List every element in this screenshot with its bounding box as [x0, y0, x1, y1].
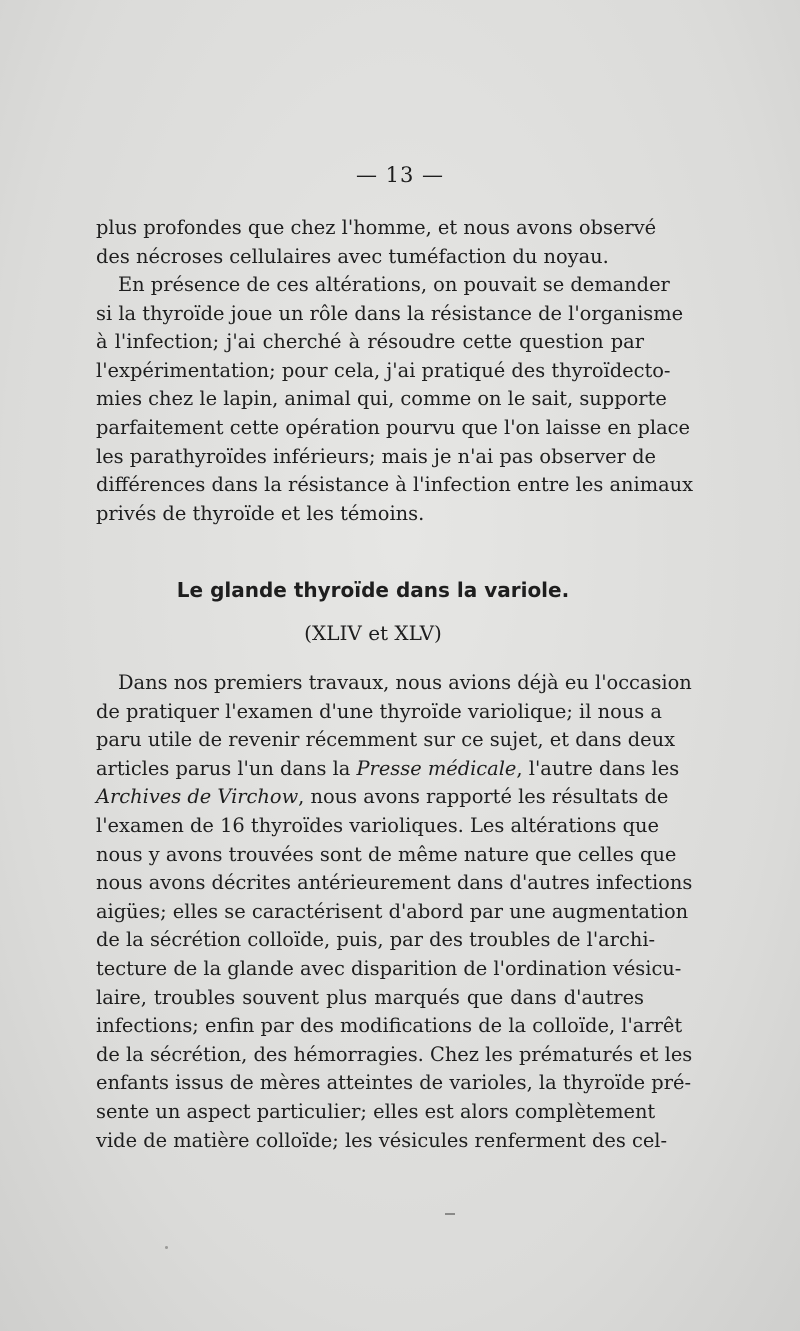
text-line: de la sécrétion colloïde, puis, par des troubles de l'archi-	[96, 928, 656, 952]
text-line: de la sécrétion, des hémorragies. Chez les prématurés et les	[96, 1042, 693, 1066]
text-line: privés de thyroïde et les témoins.	[96, 501, 425, 525]
text-line: Dans nos premiers travaux, nous avions déjà eu l'occasion	[118, 671, 692, 694]
text-line: les parathyroïdes inférieurs; mais je n'ai pas observer de	[96, 444, 656, 468]
text-line-with-italic	[96, 783, 669, 812]
text-line: différences dans la résistance à l'infection entre les animaux	[96, 473, 694, 497]
paragraph-variola	[96, 669, 693, 1155]
text-line: parfaitement cette opération pourvu que l'on laisse en place	[96, 415, 691, 439]
text-line: de pratiquer l'examen d'une thyroïde variolique; il nous a	[96, 699, 662, 723]
text-line: si la thyroïde joue un rôle dans la résistance de l'organisme	[96, 301, 684, 325]
text-line: nous y avons trouvées sont de même nature que celles que	[96, 842, 677, 866]
text-line: plus profondes que chez l'homme, et nous avons observé	[96, 216, 657, 239]
page-number: — 13 —	[355, 163, 445, 187]
text-line: infections; enfin par des modifications de la colloïde, l'arrêt	[96, 1014, 683, 1038]
text-fragment: , nous avons rapporté les résultats de	[298, 785, 669, 809]
paragraph-continuation	[96, 214, 657, 271]
text-line: paru utile de revenir récemment sur ce sujet, et dans deux	[96, 728, 676, 752]
text-line: des nécroses cellulaires avec tuméfaction du noyau.	[96, 244, 609, 268]
paragraph-infection-experiment	[96, 271, 694, 528]
text-line: enfants issus de mères atteintes de varioles, la thyroïde pré-	[96, 1071, 692, 1095]
text-line: l'examen de 16 thyroïdes varioliques. Les altérations que	[96, 813, 659, 837]
text-line-with-italic	[96, 755, 680, 784]
text-line: mies chez le lapin, animal qui, comme on le sait, supporte	[96, 387, 667, 411]
text-line: laire, troubles souvent plus marqués que dans d'autres	[96, 985, 644, 1009]
paper-speck	[165, 1246, 168, 1249]
journal-title-archives-virchow: Archives de Virchow	[96, 785, 299, 809]
text-line: l'expérimentation; pour cela, j'ai pratiqué des thyroïdecto-	[96, 358, 671, 382]
section-reference: (XLIV et XLV)	[304, 621, 442, 645]
section-title: Le glande thyroïde dans la variole.	[176, 578, 570, 602]
journal-title-presse-medicale: Presse médicale	[356, 756, 517, 780]
paper-speck	[445, 1213, 455, 1215]
text-line: à l'infection; j'ai cherché à résoudre cette question par	[96, 330, 644, 354]
text-fragment: , l'autre dans les	[516, 756, 680, 780]
text-line: sente un aspect particulier; elles est alors complètement	[96, 1099, 656, 1123]
text-fragment: articles parus l'un dans la	[96, 756, 357, 780]
text-line: aigües; elles se caractérisent d'abord par une augmentation	[96, 899, 689, 923]
text-line: tecture de la glande avec disparition de l'ordination vésicu-	[96, 956, 682, 980]
text-line: nous avons décrites antérieurement dans d'autres infections	[96, 871, 693, 895]
text-line: vide de matière colloïde; les vésicules renferment des cel-	[96, 1128, 668, 1152]
text-line: En présence de ces altérations, on pouvait se demander	[118, 273, 670, 296]
